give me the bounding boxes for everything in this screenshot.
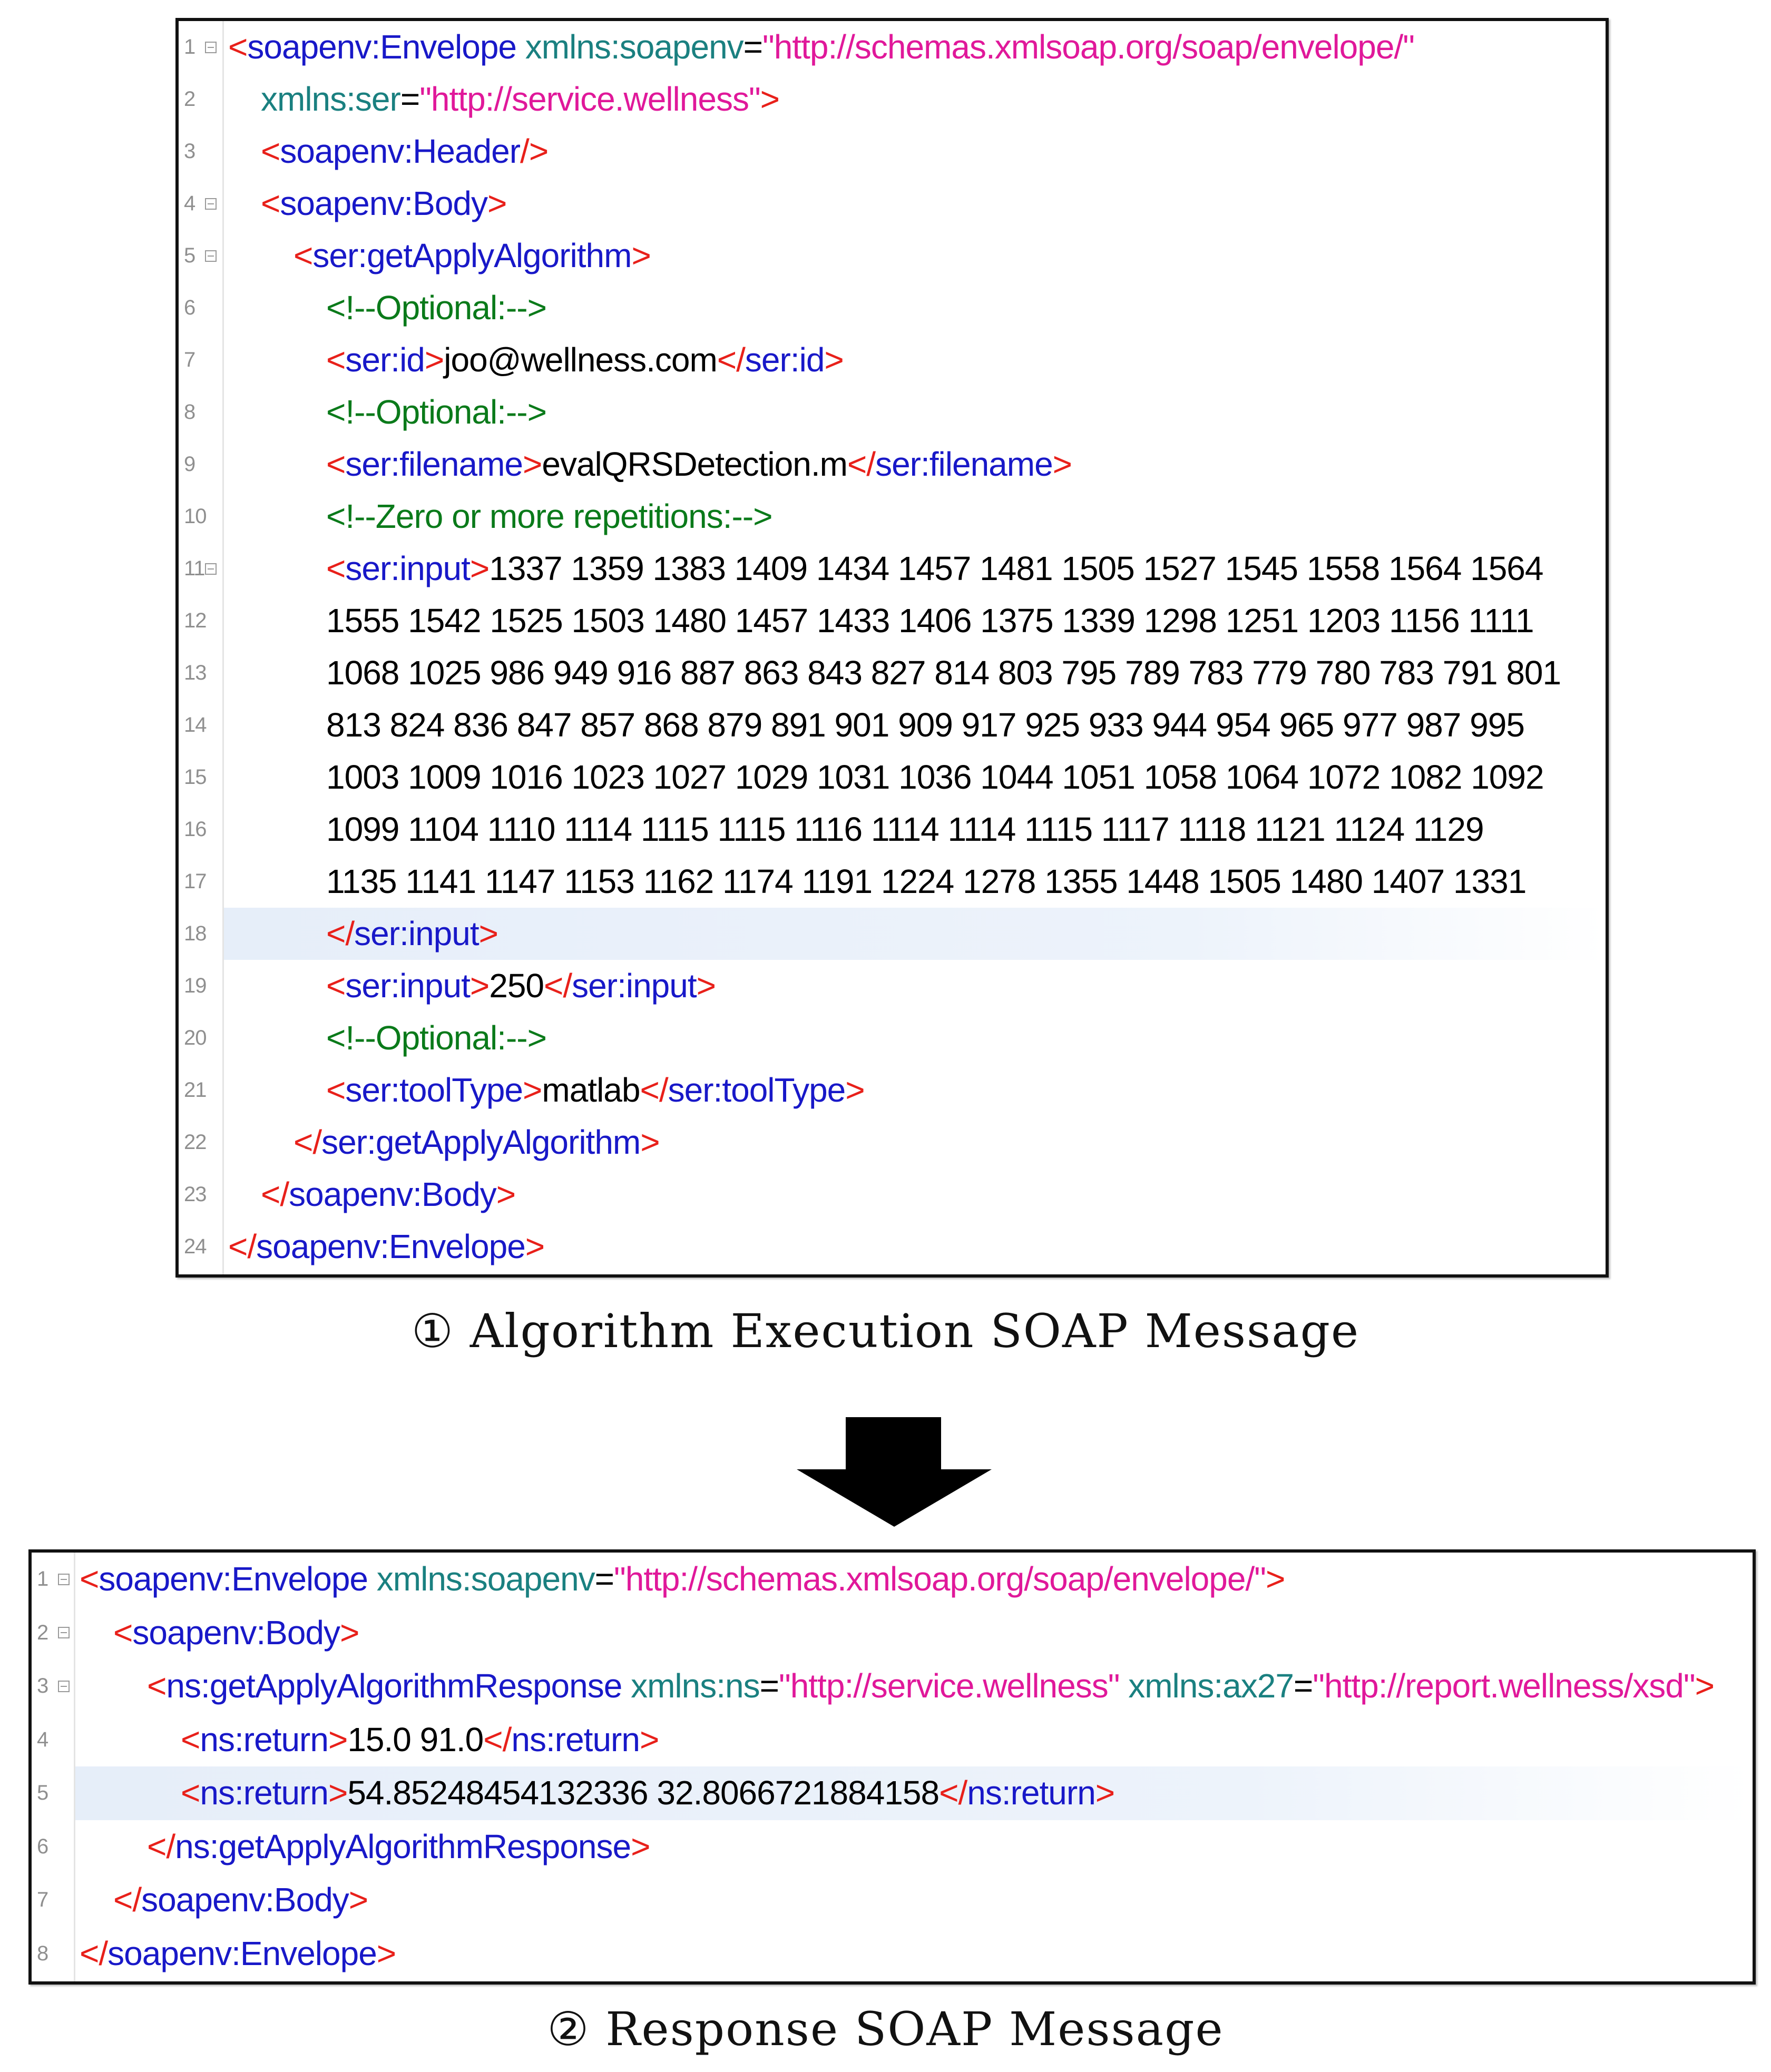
code-text: [261, 1168, 515, 1221]
fold-toggle-icon[interactable]: [205, 198, 217, 210]
line-number: 7: [184, 348, 195, 371]
code-token: <: [147, 1667, 167, 1705]
code-token: >: [845, 1071, 865, 1109]
code-token: <: [113, 1613, 133, 1652]
code-text: [326, 490, 772, 543]
code-token: >: [523, 1071, 542, 1109]
code-token: "http://report.wellness/xsd": [1313, 1667, 1695, 1705]
code-token: 250: [489, 967, 544, 1005]
code-token: =: [743, 28, 763, 66]
code-token: >: [469, 967, 490, 1005]
code-text: [326, 1012, 546, 1064]
code-token: >: [639, 1720, 659, 1759]
code-token: <: [326, 549, 346, 587]
code-text: [293, 1116, 660, 1168]
line-number: 19: [184, 974, 207, 997]
line-number: 2: [37, 1621, 48, 1644]
code-line: [179, 282, 1606, 334]
code-token: evalQRSDetection.m: [542, 445, 847, 483]
code-token: <: [228, 28, 248, 66]
code-token: 1337 1359 1383 1409 1434 1457 1481 1505 1527 1545 1558 1564 1564: [489, 549, 1543, 587]
code-token: >: [1695, 1667, 1714, 1705]
code-token: </: [293, 1123, 322, 1161]
line-number: 18: [184, 922, 207, 945]
code-text: [293, 230, 651, 282]
line-number: 6: [37, 1834, 48, 1858]
code-token: >: [478, 915, 498, 952]
code-line: [179, 386, 1606, 438]
code-line: [179, 803, 1606, 856]
code-token: 54.85248454132336 32.8066721884158: [347, 1774, 940, 1812]
code-line: [179, 73, 1606, 125]
code-text: [80, 1553, 1285, 1606]
code-token: joo@wellness.com: [444, 341, 717, 379]
line-number: 22: [184, 1131, 207, 1154]
request-caption: ① Algorithm Execution SOAP Message: [411, 1304, 1360, 1358]
code-token: xmlns:ser: [261, 80, 400, 118]
code-token: soapenv:Body: [132, 1613, 340, 1652]
code-text: [326, 908, 498, 960]
code-line: [179, 595, 1606, 647]
code-line: [179, 438, 1606, 490]
line-number: 24: [184, 1235, 207, 1258]
line-number: 8: [184, 400, 195, 424]
code-token: <: [261, 132, 280, 170]
code-token: <: [326, 445, 346, 483]
code-text: [80, 1927, 396, 1981]
code-token: >: [328, 1774, 348, 1812]
code-token: ser:filename: [875, 445, 1053, 483]
code-line: [32, 1659, 1753, 1713]
code-token: soapenv:Body: [280, 184, 487, 222]
line-number: 4: [184, 192, 195, 215]
code-token: ser:id: [345, 341, 425, 379]
code-token: soapenv:Body: [141, 1881, 349, 1919]
code-token: </: [483, 1720, 512, 1759]
line-number: 3: [184, 140, 195, 163]
code-token: <: [293, 237, 313, 274]
code-line: [179, 1116, 1606, 1168]
code-token: 1068 1025 986 949 916 887 863 843 827 814 803 795 789 783 779 780 783 791 801: [326, 654, 1561, 692]
code-text: [326, 699, 1524, 751]
code-token: ns:return: [511, 1720, 640, 1759]
code-token: <!--Zero or more repetitions:-->: [326, 497, 772, 535]
code-token: ns:return: [967, 1774, 1095, 1812]
code-token: matlab: [542, 1071, 640, 1109]
code-text: [326, 543, 1543, 595]
code-text: [326, 751, 1544, 803]
code-token: >: [631, 237, 651, 274]
code-token: >: [1095, 1774, 1115, 1812]
code-token: </: [544, 967, 572, 1005]
code-text: [113, 1873, 368, 1927]
line-number: 5: [184, 244, 195, 267]
code-line: [179, 334, 1606, 386]
code-line: [179, 856, 1606, 908]
code-line: [179, 699, 1606, 751]
line-number: 12: [184, 609, 207, 632]
code-text: [181, 1766, 1114, 1820]
code-text: [261, 125, 548, 178]
code-text: [113, 1606, 359, 1660]
line-number: 10: [184, 505, 207, 528]
code-line: [179, 543, 1606, 595]
code-line: [179, 1221, 1606, 1273]
code-text: [326, 1064, 865, 1116]
code-token: [516, 28, 525, 66]
code-token: "http://schemas.xmlsoap.org/soap/envelope/": [762, 28, 1414, 66]
code-line: [184, 908, 1606, 960]
code-token: >: [469, 549, 490, 587]
code-token: ser:toolType: [668, 1071, 846, 1109]
code-token: soapenv:Envelope: [256, 1228, 525, 1265]
line-number: 7: [37, 1888, 48, 1911]
response-caption: ② Response SOAP Message: [547, 2002, 1224, 2056]
code-token: 1099 1104 1110 1114 1115 1115 1116 1114 1114 1115 1117 1118 1121 1124 1129: [326, 810, 1484, 848]
code-line: [32, 1873, 1753, 1927]
code-token: >: [640, 1123, 660, 1161]
code-text: [181, 1713, 659, 1767]
code-text: [326, 960, 716, 1012]
code-line: [32, 1713, 1753, 1767]
code-token: <: [326, 341, 346, 379]
line-number: 20: [184, 1026, 207, 1049]
code-token: <!--Optional:-->: [326, 289, 546, 327]
code-token: ser:toolType: [345, 1071, 523, 1109]
code-token: </: [939, 1774, 967, 1812]
code-token: >: [496, 1175, 516, 1213]
code-token: ser:getApplyAlgorithm: [312, 237, 632, 274]
code-line: [179, 1012, 1606, 1064]
code-token: ns:getApplyAlgorithmResponse: [175, 1827, 631, 1865]
code-token: <!--Optional:-->: [326, 393, 546, 431]
code-text: [147, 1820, 650, 1874]
line-number: 3: [37, 1674, 48, 1697]
code-token: </: [261, 1175, 289, 1213]
code-token: ser:input: [572, 967, 697, 1005]
line-number: 11: [184, 557, 205, 580]
code-line: [179, 1168, 1606, 1221]
code-line: [32, 1927, 1753, 1981]
line-number: 15: [184, 765, 207, 789]
fold-toggle-icon[interactable]: [205, 563, 217, 575]
code-token: ser:input: [354, 915, 479, 952]
code-token: />: [520, 132, 549, 170]
code-token: xmlns:ax27: [1128, 1667, 1294, 1705]
code-line: [179, 125, 1606, 178]
code-token: [622, 1667, 631, 1705]
code-token: ser:getApplyAlgorithm: [321, 1123, 641, 1161]
code-token: >: [525, 1228, 545, 1265]
code-text: [326, 803, 1484, 856]
code-token: =: [400, 80, 420, 118]
code-token: soapenv:Envelope: [99, 1560, 368, 1598]
code-token: <: [80, 1560, 99, 1598]
code-token: 1135 1141 1147 1153 1162 1174 1191 1224 1278 1355 1448 1505 1480 1407 1331: [326, 862, 1527, 900]
code-text: [326, 856, 1526, 908]
code-token: [368, 1560, 377, 1598]
code-line: [179, 751, 1606, 803]
code-token: >: [348, 1881, 368, 1919]
code-line: [179, 21, 1606, 73]
code-token: xmlns:soapenv: [376, 1560, 595, 1598]
code-token: >: [340, 1613, 359, 1652]
code-token: =: [1293, 1667, 1313, 1705]
code-token: "http://service.wellness": [419, 80, 760, 118]
code-text: [261, 73, 779, 125]
code-text: [326, 386, 546, 438]
code-token: [1119, 1667, 1128, 1705]
code-token: >: [1265, 1560, 1285, 1598]
code-token: </: [640, 1071, 668, 1109]
code-line: [32, 1606, 1753, 1660]
down-arrow-icon: [797, 1417, 992, 1527]
code-token: </: [847, 445, 876, 483]
code-token: ns:return: [200, 1720, 328, 1759]
code-token: xmlns:soapenv: [525, 28, 743, 66]
line-number: 14: [184, 713, 207, 737]
code-token: >: [696, 967, 716, 1005]
code-text: [326, 647, 1561, 699]
code-token: <: [326, 1071, 346, 1109]
line-number: 6: [184, 296, 195, 319]
line-number: 5: [37, 1781, 48, 1804]
line-number: 17: [184, 870, 207, 893]
code-token: 15.0 91.0: [347, 1720, 484, 1759]
line-number: 2: [184, 87, 195, 111]
code-token: ns:getApplyAlgorithmResponse: [166, 1667, 622, 1705]
code-line: [179, 178, 1606, 230]
code-line: [179, 230, 1606, 282]
code-token: "http://service.wellness": [778, 1667, 1120, 1705]
code-token: ser:input: [345, 967, 470, 1005]
line-number: 9: [184, 453, 195, 476]
code-line: [179, 960, 1606, 1012]
code-text: [228, 1221, 544, 1273]
code-token: </: [326, 915, 355, 952]
code-token: <: [181, 1720, 200, 1759]
fold-toggle-icon[interactable]: [58, 1627, 70, 1638]
code-token: soapenv:Body: [289, 1175, 496, 1213]
code-token: soapenv:Envelope: [107, 1934, 377, 1972]
line-number: 23: [184, 1183, 207, 1206]
line-number: 21: [184, 1078, 207, 1102]
code-line: [179, 490, 1606, 543]
code-token: >: [522, 445, 542, 483]
code-token: </: [80, 1934, 108, 1972]
code-text: [326, 282, 546, 334]
fold-toggle-icon[interactable]: [205, 250, 217, 262]
response-soap-editor: [28, 1549, 1756, 1985]
code-token: ser:id: [745, 341, 825, 379]
code-token: </: [147, 1827, 175, 1865]
code-token: ser:input: [345, 549, 470, 587]
code-line: [37, 1766, 1753, 1820]
code-line: [32, 1820, 1753, 1874]
code-text: [326, 438, 1072, 490]
fold-toggle-icon[interactable]: [58, 1574, 70, 1585]
code-token: >: [328, 1720, 348, 1759]
code-token: <: [326, 967, 346, 1005]
line-number: 1: [184, 35, 195, 58]
code-token: =: [594, 1560, 614, 1598]
code-text: [326, 595, 1534, 647]
code-token: 813 824 836 847 857 868 879 891 901 909 917 925 933 944 954 965 977 987 995: [326, 706, 1524, 744]
line-number: 8: [37, 1941, 48, 1965]
line-number: 16: [184, 818, 207, 841]
code-token: <!--Optional:-->: [326, 1019, 546, 1057]
fold-toggle-icon[interactable]: [58, 1681, 70, 1692]
fold-toggle-icon[interactable]: [205, 42, 217, 53]
code-token: <: [181, 1774, 200, 1812]
code-token: soapenv:Envelope: [247, 28, 516, 66]
code-line: [179, 1064, 1606, 1116]
code-token: >: [1052, 445, 1072, 483]
code-token: <: [261, 184, 280, 222]
code-token: xmlns:ns: [631, 1667, 760, 1705]
code-line: [179, 647, 1606, 699]
code-token: 1003 1009 1016 1023 1027 1029 1031 1036 1044 1051 1058 1064 1072 1082 1092: [326, 758, 1544, 796]
code-token: soapenv:Header: [280, 132, 521, 170]
line-number: 13: [184, 661, 207, 684]
code-token: ser:filename: [345, 445, 523, 483]
code-token: "http://schemas.xmlsoap.org/soap/envelope/": [614, 1560, 1266, 1598]
code-text: [147, 1659, 1714, 1713]
code-token: >: [487, 184, 507, 222]
code-token: >: [760, 80, 780, 118]
code-line: [32, 1553, 1753, 1606]
code-token: >: [631, 1827, 650, 1865]
code-text: [261, 178, 506, 230]
line-number: 1: [37, 1567, 48, 1590]
code-token: =: [759, 1667, 779, 1705]
code-token: </: [717, 341, 745, 379]
code-token: >: [424, 341, 444, 379]
code-token: </: [228, 1228, 257, 1265]
code-token: >: [824, 341, 844, 379]
line-number: 4: [37, 1727, 48, 1751]
code-token: </: [113, 1881, 142, 1919]
code-token: >: [376, 1934, 396, 1972]
code-text: [228, 21, 1414, 73]
code-token: ns:return: [200, 1774, 328, 1812]
request-soap-editor: [175, 18, 1609, 1278]
code-token: 1555 1542 1525 1503 1480 1457 1433 1406 1375 1339 1298 1251 1203 1156 1111: [326, 602, 1534, 640]
code-text: [326, 334, 844, 386]
